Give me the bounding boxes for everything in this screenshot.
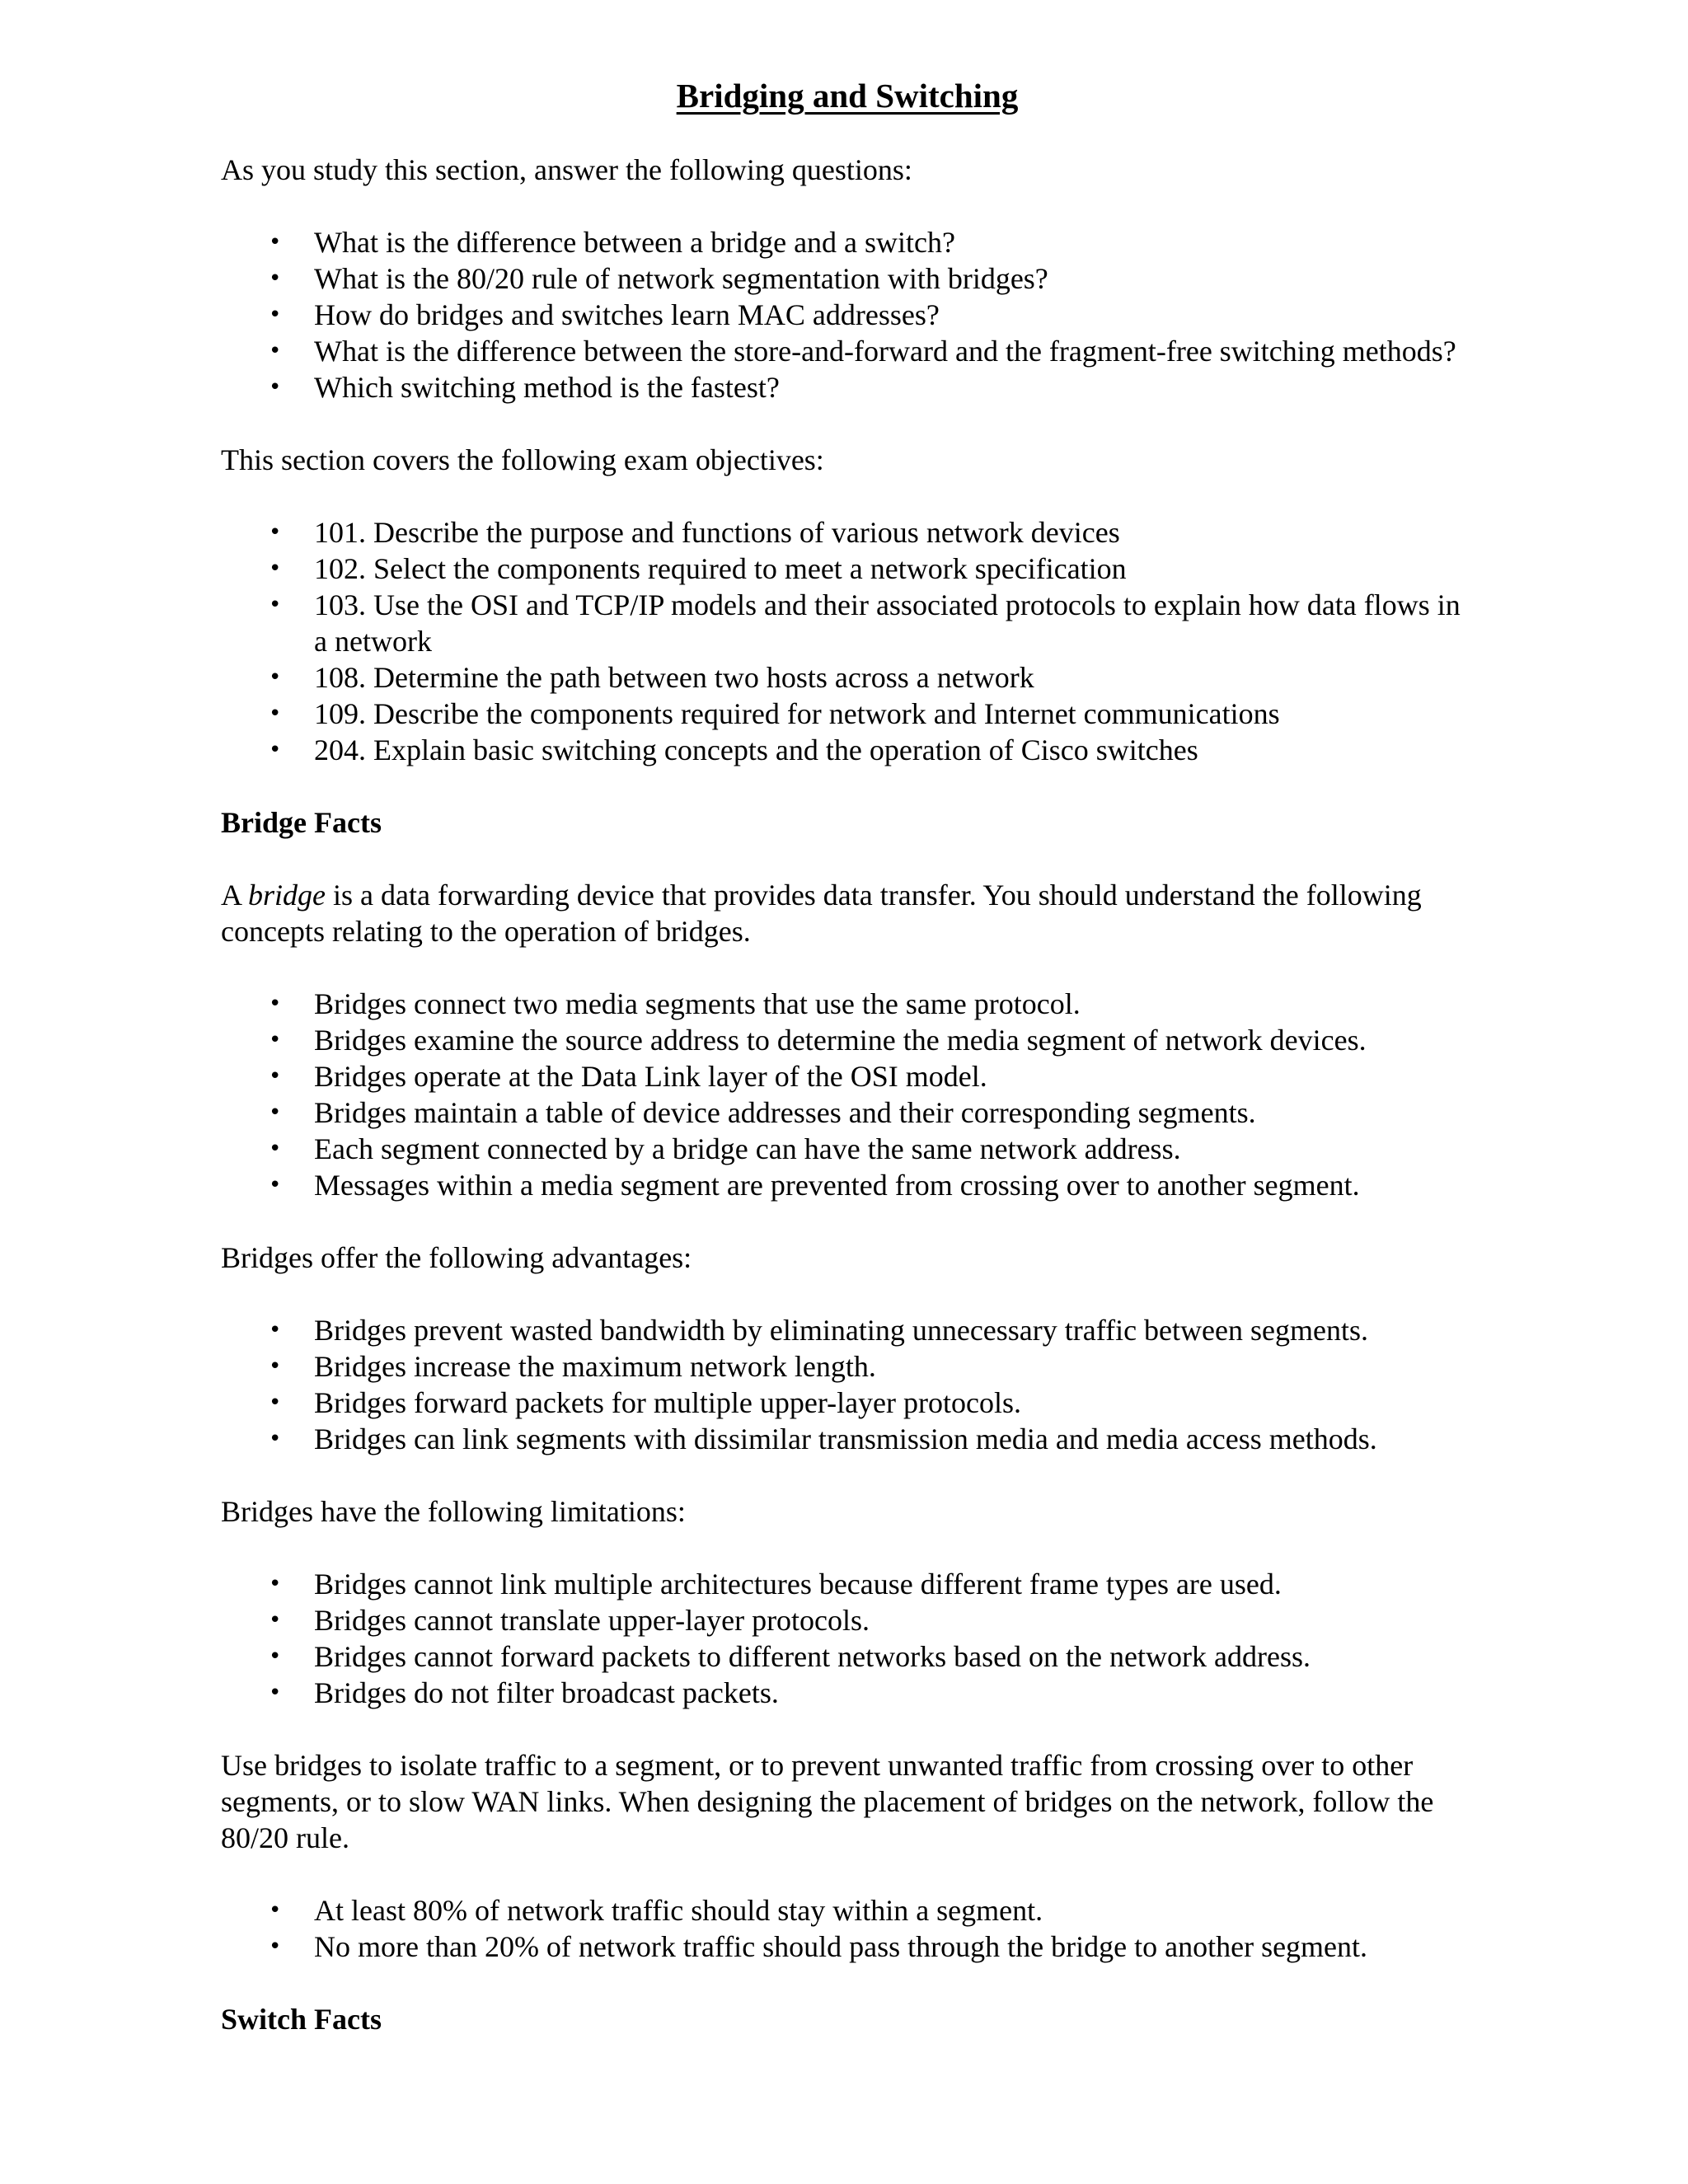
eighty-twenty-rule-list — [221, 1892, 1474, 1965]
bridge-advantages-list — [221, 1312, 1474, 1457]
list-item: • 103. Use the OSI and TCP/IP models and their associated protocols to explain how data flows in a network — [269, 588, 1461, 658]
bullet-icon: • — [269, 1934, 282, 1959]
bridge-concepts-list — [221, 986, 1474, 1203]
list-item: • Each segment connected by a bridge can have the same network address. — [269, 1132, 1181, 1165]
page-title: Bridging and Switching — [676, 77, 1019, 115]
bullet-icon: • — [269, 593, 282, 617]
list-item: • No more than 20% of network traffic should pass through the bridge to another segment. — [269, 1930, 1368, 1963]
bridge-definition-paragraph: A bridge is a data forwarding device that provides data transfer. You should understand the following concepts relating to the operation of bridges. — [221, 879, 1422, 948]
list-item: • Bridges operate at the Data Link layer of the OSI model. — [269, 1060, 987, 1093]
bullet-icon: • — [269, 339, 282, 363]
list-item: • How do bridges and switches learn MAC addresses? — [269, 298, 940, 331]
bullet-icon: • — [269, 1100, 282, 1125]
bullet-icon: • — [269, 1354, 282, 1379]
list-item: • What is the difference between the store-and-forward and the fragment-free switching methods? — [269, 335, 1456, 368]
bullet-icon: • — [269, 1137, 282, 1161]
bullet-icon: • — [269, 556, 282, 581]
bridge-term: bridge — [248, 879, 326, 912]
bridge-facts-heading: Bridge Facts — [221, 806, 382, 839]
list-item: • Bridges prevent wasted bandwidth by eliminating unnecessary traffic between segments. — [269, 1314, 1368, 1347]
bullet-icon: • — [269, 1572, 282, 1596]
list-item: • Bridges can link segments with dissimilar transmission media and media access methods. — [269, 1422, 1377, 1455]
bullet-icon: • — [269, 991, 282, 1016]
bullet-icon: • — [269, 1898, 282, 1923]
bullet-icon: • — [269, 665, 282, 690]
bullet-icon: • — [269, 1028, 282, 1052]
bullet-icon: • — [269, 738, 282, 762]
exam-objectives-list — [221, 514, 1474, 768]
switch-facts-heading: Switch Facts — [221, 2003, 382, 2036]
list-item: • Bridges forward packets for multiple upper-layer protocols. — [269, 1386, 1022, 1419]
list-item: • Bridges examine the source address to determine the media segment of network devices. — [269, 1024, 1367, 1057]
bullet-icon: • — [269, 1064, 282, 1089]
objectives-intro: This section covers the following exam objectives: — [221, 443, 824, 476]
document-page — [221, 76, 1474, 2074]
list-item: • Bridges do not filter broadcast packets. — [269, 1676, 779, 1709]
list-item: • 204. Explain basic switching concepts and the operation of Cisco switches — [269, 733, 1198, 766]
list-item: • At least 80% of network traffic should stay within a segment. — [269, 1894, 1043, 1927]
list-item: • What is the difference between a bridge and a switch? — [269, 226, 955, 259]
list-item: • Bridges maintain a table of device addresses and their corresponding segments. — [269, 1096, 1256, 1129]
bridge-usage-paragraph: Use bridges to isolate traffic to a segment, or to prevent unwanted traffic from crossing over to other segments, or to slow WAN links. When designing the placement of bridges on the network, follow the 80/20 rule. — [221, 1749, 1434, 1854]
bullet-icon: • — [269, 230, 282, 255]
list-item: • 108. Determine the path between two hosts across a network — [269, 661, 1034, 694]
bullet-icon: • — [269, 1644, 282, 1669]
limitations-intro: Bridges have the following limitations: — [221, 1495, 686, 1528]
list-item: • Which switching method is the fastest? — [269, 371, 780, 404]
bullet-icon: • — [269, 302, 282, 327]
bullet-icon: • — [269, 1390, 282, 1415]
advantages-intro: Bridges offer the following advantages: — [221, 1241, 692, 1274]
bullet-icon: • — [269, 1173, 282, 1197]
list-item: • Bridges increase the maximum network length. — [269, 1350, 876, 1383]
bullet-icon: • — [269, 520, 282, 545]
bullet-icon: • — [269, 1427, 282, 1451]
list-item: • Bridges cannot link multiple architectures because different frame types are used. — [269, 1568, 1282, 1601]
bullet-icon: • — [269, 701, 282, 726]
list-item: • Bridges cannot forward packets to different networks based on the network address. — [269, 1640, 1311, 1673]
bullet-icon: • — [269, 266, 282, 291]
list-item: • 101. Describe the purpose and functions of various network devices — [269, 516, 1120, 549]
bullet-icon: • — [269, 1608, 282, 1633]
list-item: • Bridges cannot translate upper-layer protocols. — [269, 1604, 870, 1637]
bullet-icon: • — [269, 1318, 282, 1343]
list-item: • 109. Describe the components required for network and Internet communications — [269, 697, 1280, 730]
intro-paragraph: As you study this section, answer the following questions: — [221, 153, 912, 186]
bridge-limitations-list — [221, 1566, 1474, 1711]
list-item: • 102. Select the components required to meet a network specification — [269, 552, 1127, 585]
list-item: • Bridges connect two media segments that use the same protocol. — [269, 987, 1081, 1020]
study-questions-list — [221, 224, 1474, 405]
list-item: • What is the 80/20 rule of network segmentation with bridges? — [269, 262, 1048, 295]
list-item: • Messages within a media segment are prevented from crossing over to another segment. — [269, 1169, 1360, 1202]
bullet-icon: • — [269, 375, 282, 400]
bullet-icon: • — [269, 1680, 282, 1705]
